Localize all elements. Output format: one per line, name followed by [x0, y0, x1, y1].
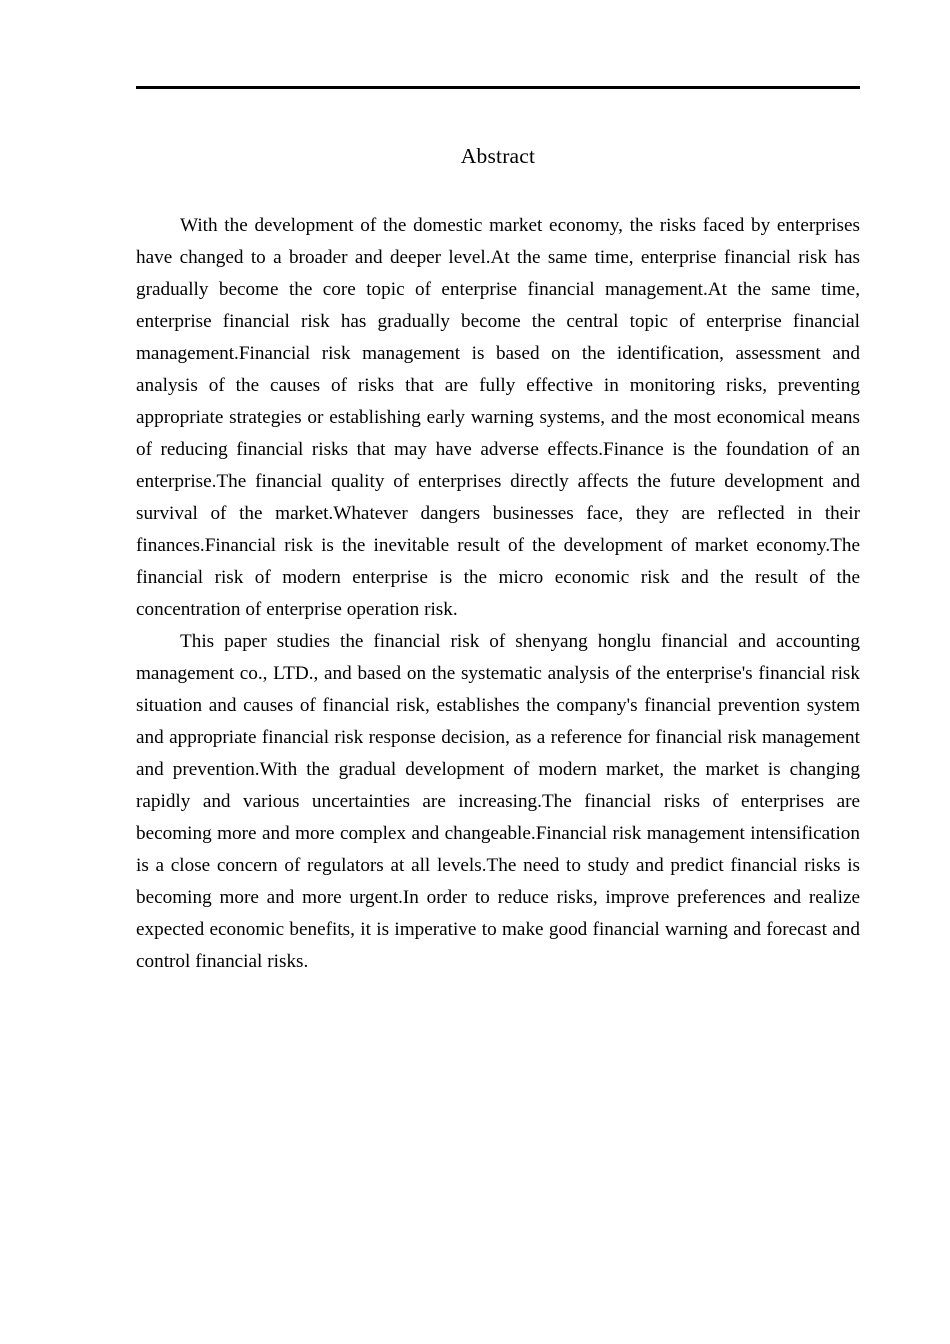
page-content: [136, 140, 860, 978]
header-divider-rule: [136, 86, 860, 89]
abstract-paragraph-2: This paper studies the financial risk of shenyang honglu financial and accounting management co., LTD., and based on the systematic analysis of the enterprise's financial risk situation and causes of financial risk, establishes the company's financial prevention system and appropriate financial risk response decision, as a reference for financial risk management and prevention.With the gradual development of modern market, the market is changing rapidly and various uncertainties are increasing.The financial risks of enterprises are becoming more and more complex and changeable.Financial risk management intensification is a close concern of regulators at all levels.The need to study and predict financial risks is becoming more and more urgent.In order to reduce risks, improve preferences and realize expected economic benefits, it is imperative to make good financial warning and forecast and control financial risks.: [136, 631, 860, 972]
abstract-paragraph-1: With the development of the domestic market economy, the risks faced by enterprises have changed to a broader and deeper level.At the same time, enterprise financial risk has gradually become the core topic of enterprise financial management.At the same time, enterprise financial risk has gradually become the central topic of enterprise financial management.Financial risk management is based on the identification, assessment and analysis of the causes of risks that are fully effective in monitoring risks, preventing appropriate strategies or establishing early warning systems, and the most economical means of reducing financial risks that may have adverse effects.Finance is the foundation of an enterprise.The financial quality of enterprises directly affects the future development and survival of the market.Whatever dangers businesses face, they are reflected in their finances.Financial risk is the inevitable result of the development of market economy.The financial risk of modern enterprise is the micro economic risk and the result of the concentration of enterprise operation risk.: [136, 215, 860, 620]
page-title: Abstract: [460, 144, 536, 168]
